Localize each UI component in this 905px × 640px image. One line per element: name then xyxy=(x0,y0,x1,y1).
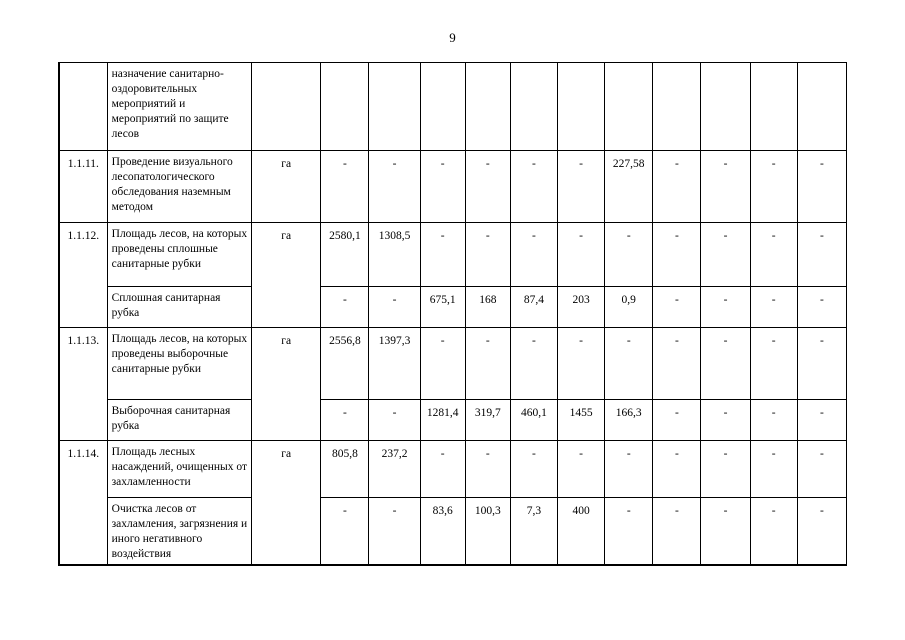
value-cell: 1455 xyxy=(558,400,605,441)
table-row xyxy=(59,223,847,287)
row-unit: га xyxy=(252,223,321,328)
value-cell: - xyxy=(653,223,701,287)
row-description: назначение санитарно-оздоровительных мероприятий и мероприятий по защите лесов xyxy=(107,63,251,151)
row-number: 1.1.14. xyxy=(59,441,107,566)
value-cell: 83,6 xyxy=(420,498,465,566)
value-cell: - xyxy=(701,498,750,566)
value-cell: 460,1 xyxy=(510,400,557,441)
value-cell: - xyxy=(750,328,797,400)
row-description: Площадь лесов, на которых проведены выборочные санитарные рубки xyxy=(107,328,251,400)
forest-measures-table xyxy=(58,62,847,566)
value-cell: - xyxy=(750,400,797,441)
value-cell: - xyxy=(653,328,701,400)
value-cell: 319,7 xyxy=(465,400,510,441)
value-cell: - xyxy=(653,498,701,566)
value-cell: - xyxy=(750,223,797,287)
value-cell xyxy=(653,63,701,151)
value-cell: - xyxy=(701,400,750,441)
table-row xyxy=(59,498,847,566)
value-cell: 0,9 xyxy=(605,287,653,328)
page-number: 9 xyxy=(449,30,456,45)
row-description: Площадь лесов, на которых проведены сплошные санитарные рубки xyxy=(107,223,251,287)
value-cell xyxy=(420,63,465,151)
value-cell: - xyxy=(369,498,420,566)
row-number: 1.1.11. xyxy=(59,151,107,223)
value-cell: - xyxy=(321,287,369,328)
value-cell: - xyxy=(420,328,465,400)
table-row xyxy=(59,441,847,498)
value-cell: 2580,1 xyxy=(321,223,369,287)
row-number: 1.1.12. xyxy=(59,223,107,328)
value-cell xyxy=(605,63,653,151)
value-cell: 203 xyxy=(558,287,605,328)
row-number: 1.1.13. xyxy=(59,328,107,441)
value-cell: 675,1 xyxy=(420,287,465,328)
value-cell: - xyxy=(653,151,701,223)
value-cell: 227,58 xyxy=(605,151,653,223)
value-cell: - xyxy=(465,223,510,287)
value-cell: - xyxy=(750,441,797,498)
value-cell: - xyxy=(369,400,420,441)
value-cell: 805,8 xyxy=(321,441,369,498)
value-cell: - xyxy=(558,441,605,498)
value-cell: - xyxy=(653,287,701,328)
value-cell: 2556,8 xyxy=(321,328,369,400)
value-cell: - xyxy=(605,441,653,498)
table-row xyxy=(59,287,847,328)
value-cell: 1397,3 xyxy=(369,328,420,400)
value-cell: - xyxy=(605,328,653,400)
value-cell: - xyxy=(797,151,846,223)
value-cell xyxy=(321,63,369,151)
value-cell xyxy=(369,63,420,151)
value-cell: - xyxy=(653,441,701,498)
row-description: Очистка лесов от захламления, загрязнения и иного негативного воздействия xyxy=(107,498,251,566)
value-cell: - xyxy=(465,441,510,498)
value-cell: 1281,4 xyxy=(420,400,465,441)
row-number xyxy=(59,63,107,151)
value-cell: - xyxy=(750,151,797,223)
value-cell: - xyxy=(369,151,420,223)
row-unit: га xyxy=(252,328,321,441)
value-cell: - xyxy=(510,151,557,223)
value-cell: - xyxy=(701,328,750,400)
row-unit: га xyxy=(252,441,321,566)
value-cell: 87,4 xyxy=(510,287,557,328)
value-cell: 168 xyxy=(465,287,510,328)
value-cell xyxy=(558,63,605,151)
value-cell xyxy=(701,63,750,151)
value-cell: - xyxy=(321,498,369,566)
value-cell: - xyxy=(797,441,846,498)
value-cell: - xyxy=(750,287,797,328)
value-cell: - xyxy=(510,328,557,400)
value-cell: - xyxy=(701,287,750,328)
value-cell: - xyxy=(701,151,750,223)
value-cell: - xyxy=(797,328,846,400)
value-cell: - xyxy=(558,223,605,287)
value-cell xyxy=(465,63,510,151)
value-cell: 7,3 xyxy=(510,498,557,566)
value-cell: - xyxy=(420,441,465,498)
value-cell: - xyxy=(558,151,605,223)
value-cell: - xyxy=(701,223,750,287)
value-cell: - xyxy=(420,151,465,223)
value-cell: - xyxy=(797,498,846,566)
value-cell: 100,3 xyxy=(465,498,510,566)
value-cell: - xyxy=(797,400,846,441)
value-cell: 237,2 xyxy=(369,441,420,498)
table-row xyxy=(59,400,847,441)
value-cell: - xyxy=(321,400,369,441)
value-cell: 1308,5 xyxy=(369,223,420,287)
value-cell: - xyxy=(369,287,420,328)
row-unit xyxy=(252,63,321,151)
value-cell: - xyxy=(701,441,750,498)
value-cell: - xyxy=(510,223,557,287)
table-row xyxy=(59,328,847,400)
value-cell xyxy=(750,63,797,151)
table-row xyxy=(59,151,847,223)
value-cell xyxy=(510,63,557,151)
row-description: Выборочная санитарная рубка xyxy=(107,400,251,441)
table-row xyxy=(59,63,847,151)
value-cell xyxy=(797,63,846,151)
row-description: Проведение визуального лесопатологического обследования наземным методом xyxy=(107,151,251,223)
row-description: Сплошная санитарная рубка xyxy=(107,287,251,328)
value-cell: - xyxy=(797,223,846,287)
value-cell: - xyxy=(465,328,510,400)
value-cell: - xyxy=(750,498,797,566)
row-unit: га xyxy=(252,151,321,223)
value-cell: 166,3 xyxy=(605,400,653,441)
value-cell: - xyxy=(465,151,510,223)
value-cell: - xyxy=(558,328,605,400)
value-cell: - xyxy=(605,223,653,287)
value-cell: 400 xyxy=(558,498,605,566)
value-cell: - xyxy=(653,400,701,441)
value-cell: - xyxy=(321,151,369,223)
value-cell: - xyxy=(797,287,846,328)
row-description: Площадь лесных насаждений, очищенных от захламленности xyxy=(107,441,251,498)
value-cell: - xyxy=(605,498,653,566)
value-cell: - xyxy=(420,223,465,287)
value-cell: - xyxy=(510,441,557,498)
